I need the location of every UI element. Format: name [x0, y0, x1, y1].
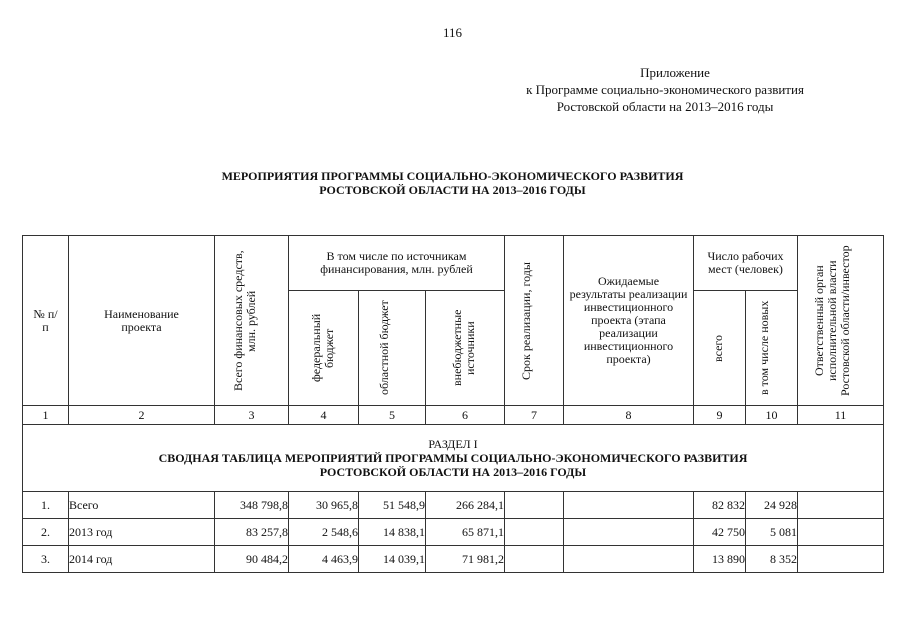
row-federal: 2 548,6	[289, 519, 359, 546]
document-title-line-1: МЕРОПРИЯТИЯ ПРОГРАММЫ СОЦИАЛЬНО-ЭКОНОМИЧЕСКОГО РАЗВИТИЯ	[221, 169, 684, 183]
row-regional: 14 039,1	[359, 546, 426, 573]
header-term: Срок реализации, годы	[505, 236, 564, 406]
table-row	[23, 519, 884, 546]
appendix-title: Приложение	[640, 65, 710, 80]
section-heading	[23, 425, 884, 492]
row-name: Всего	[69, 492, 215, 519]
header-federal: федеральный бюджет	[289, 291, 359, 406]
row-results	[564, 519, 694, 546]
column-number: 9	[694, 406, 746, 425]
row-jobs-new: 8 352	[746, 546, 798, 573]
measures-table	[22, 235, 884, 573]
row-jobs-total: 42 750	[694, 519, 746, 546]
row-federal: 30 965,8	[289, 492, 359, 519]
row-regional: 51 548,9	[359, 492, 426, 519]
row-responsible	[798, 492, 884, 519]
row-term	[505, 546, 564, 573]
row-responsible	[798, 546, 884, 573]
header-jobs-new: в том числе новых	[746, 291, 798, 406]
column-number: 3	[215, 406, 289, 425]
header-name: Наименование проекта	[69, 236, 215, 406]
row-extrabudget: 71 981,2	[426, 546, 505, 573]
section-title-line-2: РОСТОВСКОЙ ОБЛАСТИ НА 2013–2016 ГОДЫ	[319, 465, 587, 479]
column-number: 4	[289, 406, 359, 425]
row-total: 83 257,8	[215, 519, 289, 546]
header-jobs-group: Число рабочих мест (человек)	[694, 236, 798, 291]
section-label: РАЗДЕЛ I	[428, 437, 478, 451]
column-number: 7	[505, 406, 564, 425]
page-number: 116	[442, 25, 463, 40]
row-jobs-total: 13 890	[694, 546, 746, 573]
column-number: 5	[359, 406, 426, 425]
section-title-line-1: СВОДНАЯ ТАБЛИЦА МЕРОПРИЯТИЙ ПРОГРАММЫ СОЦИАЛЬНО-ЭКОНОМИЧЕСКОГО РАЗВИТИЯ	[158, 451, 748, 465]
table-row	[23, 492, 884, 519]
table-row	[23, 546, 884, 573]
document-title	[0, 169, 905, 197]
header-extrabudget: внебюджетные источники	[426, 291, 505, 406]
header-results: Ожидаемые результаты реализации инвестиционного проекта (этапа реализации инвестиционного проекта)	[564, 236, 694, 406]
header-regional: областной бюджет	[359, 291, 426, 406]
row-extrabudget: 266 284,1	[426, 492, 505, 519]
appendix-note	[480, 64, 850, 115]
appendix-line-2: Ростовской области на 2013–2016 годы	[556, 99, 774, 114]
document-title-line-2: РОСТОВСКОЙ ОБЛАСТИ НА 2013–2016 ГОДЫ	[319, 183, 586, 197]
row-num: 2.	[23, 519, 69, 546]
header-jobs-total: всего	[694, 291, 746, 406]
row-results	[564, 546, 694, 573]
appendix-line-1: к Программе социально-экономического развития	[526, 82, 804, 97]
row-name: 2014 год	[69, 546, 215, 573]
row-name: 2013 год	[69, 519, 215, 546]
row-total: 348 798,8	[215, 492, 289, 519]
column-number-row	[23, 406, 884, 425]
column-number: 10	[746, 406, 798, 425]
header-sources-group: В том числе по источникам финансирования, млн. рублей	[289, 236, 505, 291]
row-responsible	[798, 519, 884, 546]
section-row	[23, 425, 884, 492]
row-extrabudget: 65 871,1	[426, 519, 505, 546]
row-jobs-new: 5 081	[746, 519, 798, 546]
column-number: 1	[23, 406, 69, 425]
row-jobs-new: 24 928	[746, 492, 798, 519]
row-results	[564, 492, 694, 519]
column-number: 6	[426, 406, 505, 425]
header-num: № п/п	[23, 236, 69, 406]
row-num: 3.	[23, 546, 69, 573]
row-num: 1.	[23, 492, 69, 519]
row-jobs-total: 82 832	[694, 492, 746, 519]
row-term	[505, 492, 564, 519]
row-term	[505, 519, 564, 546]
header-total: Всего финансовых средств, млн. рублей	[215, 236, 289, 406]
column-number: 11	[798, 406, 884, 425]
header-row-1	[23, 236, 884, 291]
column-number: 8	[564, 406, 694, 425]
row-total: 90 484,2	[215, 546, 289, 573]
header-responsible: Ответственный орган исполнительной власти Ростовской области/инвестор	[798, 236, 884, 406]
row-federal: 4 463,9	[289, 546, 359, 573]
column-number: 2	[69, 406, 215, 425]
row-regional: 14 838,1	[359, 519, 426, 546]
